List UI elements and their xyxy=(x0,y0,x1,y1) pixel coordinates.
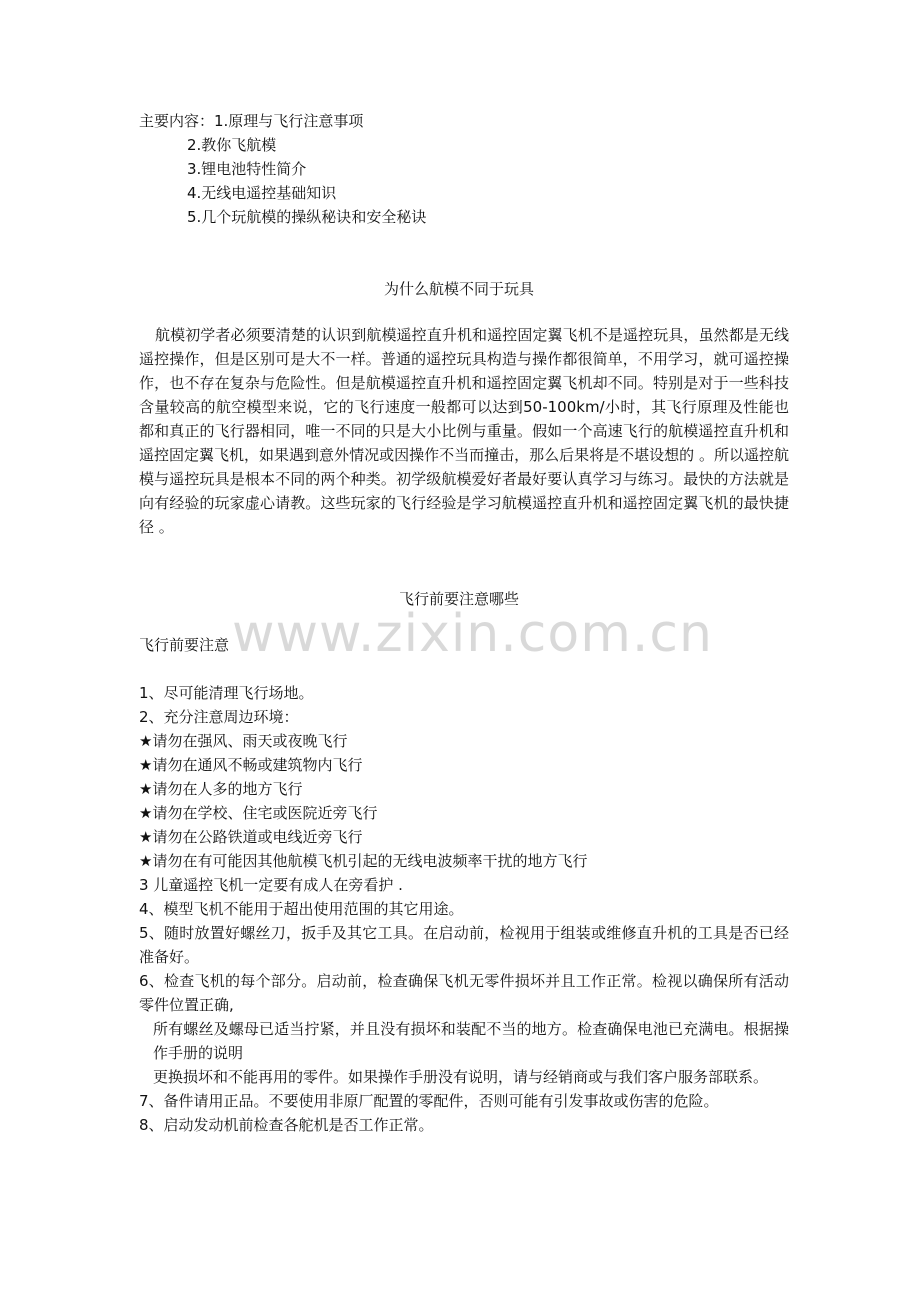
list-item-5: 5、随时放置好螺丝刀，扳手及其它工具。在启动前，检视用于组装或维修直升机的工具是否已经准备好。 xyxy=(139,924,789,966)
list-item: ★请勿在通风不畅或建筑物内飞行 xyxy=(139,756,363,774)
list-item: 1、尽可能清理飞行场地。 xyxy=(139,684,314,702)
watermark-text: www.zixin.com.cn xyxy=(232,604,713,664)
toc-item-3: 3.锂电池特性简介 xyxy=(187,160,307,178)
list-item: ★请勿在有可能因其他航模飞机引起的无线电波频率干扰的地方飞行 xyxy=(139,852,588,870)
spacer xyxy=(139,539,789,587)
toc-heading: 主要内容：1.原理与飞行注意事项 xyxy=(139,112,364,130)
toc-item-2: 2.教你飞航模 xyxy=(187,136,277,154)
list-item-6-continued-1: 所有螺丝及螺母已适当拧紧，并且没有损坏和装配不当的地方。检查确保电池已充满电。根据操作手册的说明 xyxy=(153,1020,789,1062)
toc-item-5: 5.几个玩航模的操纵秘诀和安全秘诀 xyxy=(187,208,427,226)
list-item-7: 7、备件请用正品。不要使用非原厂配置的零配件，否则可能有引发事故或伤害的危险。 xyxy=(139,1092,719,1110)
list-item: 3 儿童遥控飞机一定要有成人在旁看护 . xyxy=(139,876,403,894)
spacer xyxy=(139,301,789,323)
list-item: ★请勿在人多的地方飞行 xyxy=(139,780,303,798)
spacer xyxy=(139,657,789,681)
section-title-preflight: 飞行前要注意哪些 xyxy=(398,590,519,608)
spacer xyxy=(139,229,789,277)
preflight-subtitle: 飞行前要注意 xyxy=(139,636,230,654)
list-item: ★请勿在学校、住宅或医院近旁飞行 xyxy=(139,804,378,822)
list-item-6-continued-2: 更换损坏和不能再用的零件。如果操作手册没有说明，请与经销商或与我们客户服务部联系。 xyxy=(153,1068,769,1086)
section-title-why-not-toy: 为什么航模不同于玩具 xyxy=(383,280,534,298)
list-item: 4、模型飞机不能用于超出使用范围的其它用途。 xyxy=(139,900,464,918)
list-item: ★请勿在公路铁道或电线近旁飞行 xyxy=(139,828,363,846)
list-item: 2、充分注意周边环境： xyxy=(139,708,299,726)
list-item-6: 6、检查飞机的每个部分。启动前，检查确保飞机无零件损坏并且工作正常。检视以确保所有活动零件位置正确, xyxy=(139,972,789,1014)
toc-item-4: 4.无线电遥控基础知识 xyxy=(187,184,337,202)
list-item-8: 8、启动发动机前检查各舵机是否工作正常。 xyxy=(139,1116,434,1134)
spacer xyxy=(139,611,789,633)
list-item: ★请勿在强风、雨天或夜晚飞行 xyxy=(139,732,348,750)
document-page xyxy=(139,109,789,1137)
section-body-why-not-toy: 航模初学者必须要清楚的认识到航模遥控直升机和遥控固定翼飞机不是遥控玩具，虽然都是无线遥控操作，但是区别可是大不一样。普通的遥控玩具构造与操作都很简单，不用学习，就可遥控操作，也不存在复杂与危险性。但是航模遥控直升机和遥控固定翼飞机却不同。特别是对于一些科技含量较高的航空模型来说，它的飞行速度一般都可以达到50-100km/小时，其飞行原理及性能也都和真正的飞行器相同，唯一不同的只是大小比例与重量。假如一个高速飞行的航模遥控直升机和遥控固定翼飞机，如果遇到意外情况或因操作不当而撞击，那么后果将是不堪设想的 。所以遥控航模与遥控玩具是根本不同的两个种类。初学级航模爱好者最好要认真学习与练习。最快的方法就是向有经验的玩家虚心请教。这些玩家的飞行经验是学习航模遥控直升机和遥控固定翼飞机的最快捷径 。 xyxy=(139,326,789,536)
